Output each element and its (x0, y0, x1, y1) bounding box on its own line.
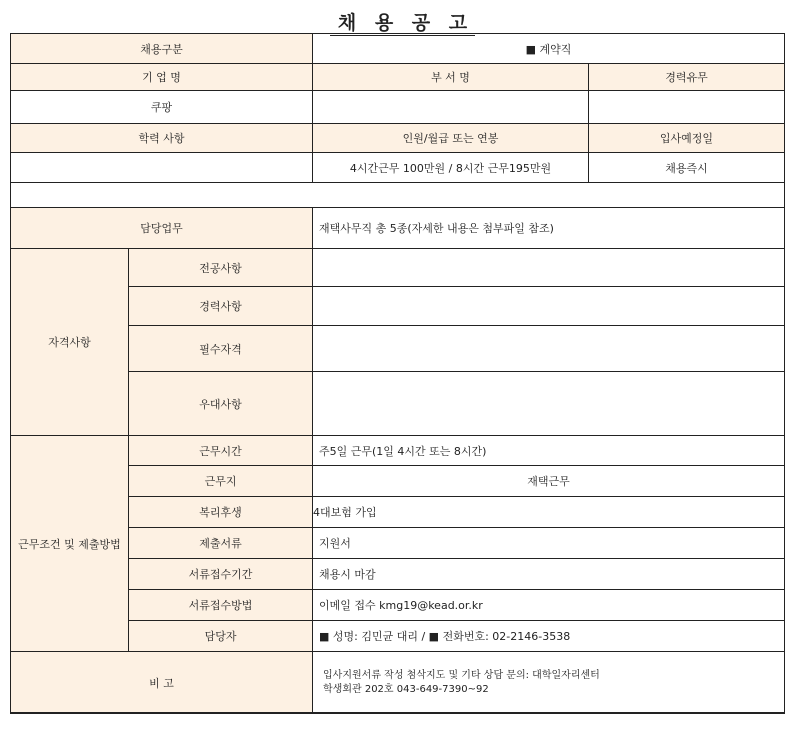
required-qualification-label: 필수자격 (129, 326, 313, 372)
required-qualification-value (313, 326, 785, 372)
conditions-group-label: 근무조건 및 제출방법 (11, 436, 129, 652)
work-location-label: 근무지 (129, 466, 313, 497)
career-label: 경력사항 (129, 287, 313, 326)
contact-value: ■ 성명: 김민균 대리 / ■ 전화번호: 02-2146-3538 (313, 621, 785, 652)
job-info-table (10, 33, 785, 183)
remarks-line-2: 학생회관 202호 043-649-7390~92 (323, 683, 489, 695)
start-date-value: 채용즉시 (589, 153, 785, 183)
remarks-value (313, 652, 785, 714)
career-value (313, 287, 785, 326)
welfare-value: 4대보험 가입 (313, 497, 785, 528)
employment-type-label: 채용구분 (11, 34, 313, 64)
start-date-label: 입사예정일 (589, 124, 785, 153)
application-period-label: 서류접수기간 (129, 559, 313, 590)
education-value (11, 153, 313, 183)
work-hours-value: 주5일 근무(1일 4시간 또는 8시간) (313, 436, 785, 466)
remarks-label: 비 고 (11, 652, 313, 714)
major-label: 전공사항 (129, 249, 313, 287)
pay-label: 인원/월급 또는 연봉 (313, 124, 589, 153)
employment-type-value: ■ 계약직 (313, 34, 785, 64)
company-value: 쿠팡 (11, 91, 313, 124)
application-period-value: 채용시 마감 (313, 559, 785, 590)
section-spacer (10, 183, 785, 208)
application-method-label: 서류접수방법 (129, 590, 313, 621)
company-label: 기 업 명 (11, 64, 313, 91)
preference-value (313, 372, 785, 436)
welfare-label: 복리후생 (129, 497, 313, 528)
documents-label: 제출서류 (129, 528, 313, 559)
experience-value (589, 91, 785, 124)
job-detail-table (10, 207, 785, 714)
pay-value: 4시간근무 100만원 / 8시간 근무195만원 (313, 153, 589, 183)
work-location-value: 재택근무 (313, 466, 785, 497)
department-value (313, 91, 589, 124)
remarks-line-1: 입사지원서류 작성 첨삭지도 및 기타 상담 문의: 대학일자리센터 (323, 669, 600, 681)
page-title (0, 8, 805, 35)
duty-label: 담당업무 (11, 208, 313, 249)
contact-label: 담당자 (129, 621, 313, 652)
education-label: 학력 사항 (11, 124, 313, 153)
bottom-border (10, 712, 784, 714)
duty-value: 재택사무직 총 5종(자세한 내용은 첨부파일 참조) (313, 208, 785, 249)
experience-label: 경력유무 (589, 64, 785, 91)
department-label: 부 서 명 (313, 64, 589, 91)
application-method-value: 이메일 접수 kmg19@kead.or.kr (313, 590, 785, 621)
work-hours-label: 근무시간 (129, 436, 313, 466)
documents-value: 지원서 (313, 528, 785, 559)
page-title-text: 채 용 공 고 (330, 12, 475, 36)
qualification-group-label: 자격사항 (11, 249, 129, 436)
major-value (313, 249, 785, 287)
preference-label: 우대사항 (129, 372, 313, 436)
